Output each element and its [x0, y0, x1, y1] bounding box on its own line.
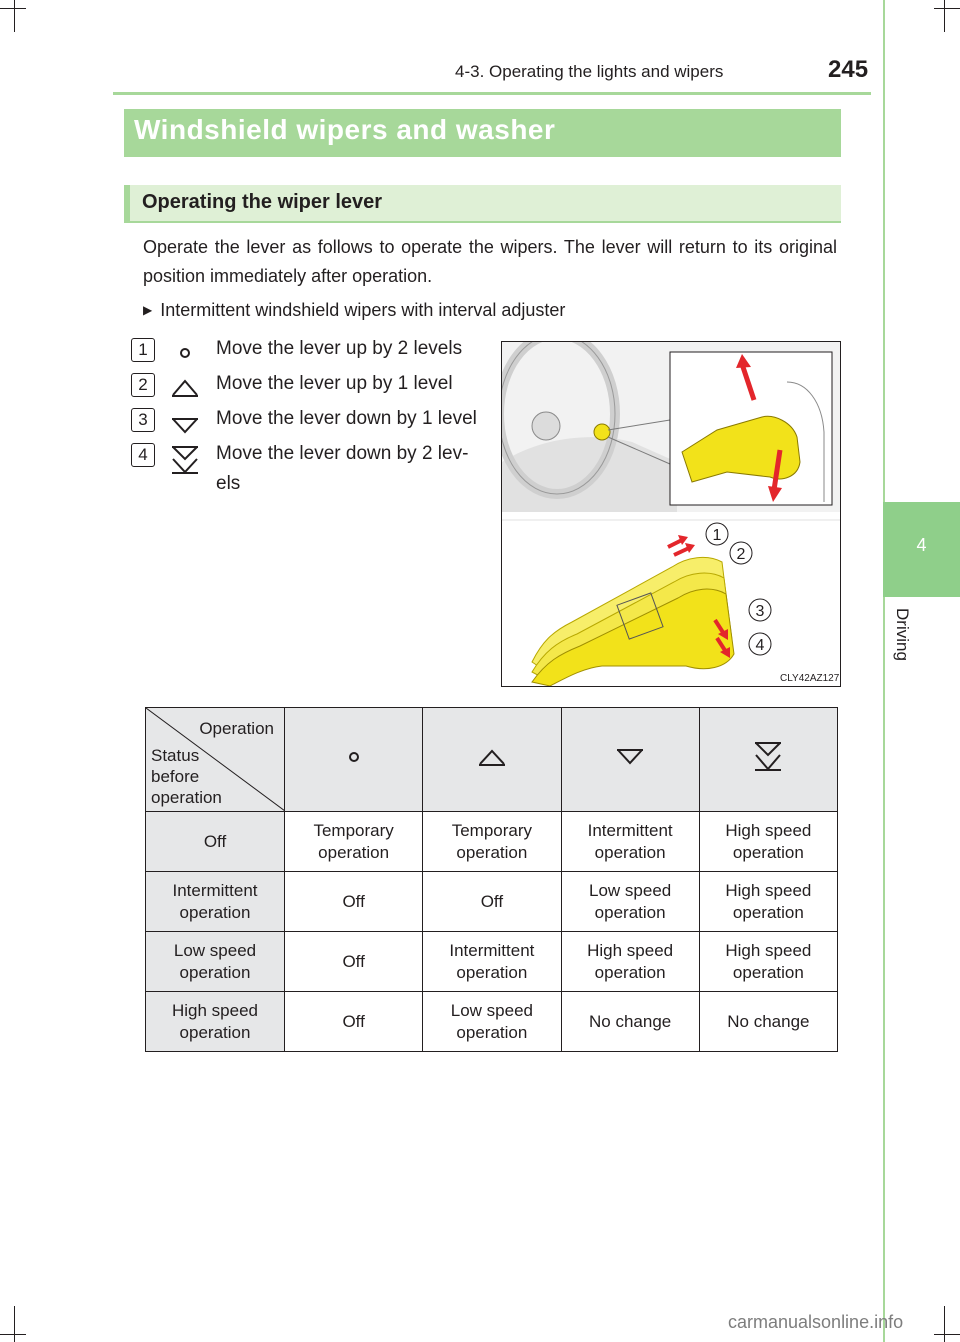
- result-cell: No change: [699, 992, 837, 1052]
- figure-callout-label: 1: [712, 527, 722, 544]
- column-icon-cell: [561, 708, 699, 812]
- status-cell: Intermittent operation: [146, 872, 285, 932]
- column-icon-cell: [699, 708, 837, 812]
- result-cell: Intermittent operation: [561, 812, 699, 872]
- crop-mark: [934, 1334, 960, 1335]
- status-cell: Off: [146, 812, 285, 872]
- result-cell: Off: [423, 872, 561, 932]
- circle-icon: [170, 337, 200, 365]
- figure-callout-label: 4: [755, 637, 765, 654]
- double-triangle-down-icon: [170, 442, 200, 476]
- result-cell: Intermittent operation: [423, 932, 561, 992]
- wiper-lever-figure: [501, 341, 841, 687]
- figure-callout: [749, 599, 771, 621]
- crop-mark: [944, 0, 945, 32]
- item-number: 1: [131, 338, 155, 362]
- status-cell: High speed operation: [146, 992, 285, 1052]
- section-title-bar: [124, 109, 841, 157]
- header-rule: [113, 92, 871, 95]
- section-header: 4-3. Operating the lights and wipers: [455, 62, 724, 81]
- bullet-arrow-icon: ▶: [143, 303, 153, 317]
- crop-mark: [934, 8, 960, 9]
- watermark[interactable]: carmanualsonline.info: [728, 1312, 904, 1332]
- result-cell: Off: [285, 992, 423, 1052]
- item-text: Move the lever up by 1 level: [216, 373, 453, 394]
- crop-mark: [0, 8, 26, 9]
- crop-mark: [944, 1306, 945, 1342]
- item-text: Move the lever down by 1 level: [216, 408, 477, 429]
- result-cell: Off: [285, 932, 423, 992]
- result-cell: High speed operation: [699, 812, 837, 872]
- crop-mark: [14, 1306, 15, 1342]
- lever-positions: [532, 535, 734, 686]
- crop-mark: [14, 0, 15, 32]
- triangle-up-icon: [170, 372, 200, 400]
- header-operation: Operation: [199, 719, 274, 738]
- section-title: Windshield wipers and washer: [134, 114, 556, 145]
- table-row: [146, 932, 838, 992]
- item-number: 2: [131, 373, 155, 397]
- triangle-down-icon: [170, 407, 200, 435]
- result-cell: High speed operation: [699, 872, 837, 932]
- subsection-rule: [124, 221, 841, 223]
- result-cell: Off: [285, 872, 423, 932]
- intro-paragraph: Operate the lever as follows to operate the wipers. The lever will return to its original position immediately after operation.: [143, 237, 837, 286]
- table-row: [146, 992, 838, 1052]
- column-icon-cell: [285, 708, 423, 812]
- subsection-title: Operating the wiper lever: [142, 191, 383, 213]
- status-cell: Low speed operation: [146, 932, 285, 992]
- triangle-up-icon: [477, 742, 507, 772]
- table-row: [146, 872, 838, 932]
- result-cell: Low speed operation: [423, 992, 561, 1052]
- result-cell: Low speed operation: [561, 872, 699, 932]
- side-divider: [883, 0, 885, 1342]
- circle-icon: [339, 742, 369, 772]
- item-number: 4: [131, 443, 155, 467]
- figure-callout: [730, 542, 752, 564]
- chapter-label-wrap: [888, 608, 912, 688]
- item-text: Move the lever up by 2 levels: [216, 338, 463, 359]
- illustration: [502, 342, 841, 687]
- chapter-label: Driving: [893, 608, 912, 661]
- header-status: Status before operation: [151, 746, 222, 807]
- figure-callout-label: 3: [755, 603, 765, 620]
- page-number: 245: [828, 56, 869, 83]
- crop-mark: [0, 1334, 26, 1335]
- table-row: [146, 812, 838, 872]
- figure-callout: [749, 633, 771, 655]
- bullet-item: [143, 300, 565, 321]
- result-cell: Temporary operation: [423, 812, 561, 872]
- figure-callout-label: 2: [736, 546, 746, 563]
- bullet-text: Intermittent windshield wipers with interval adjuster: [160, 300, 566, 320]
- result-cell: High speed operation: [699, 932, 837, 992]
- chapter-number: 4: [916, 535, 927, 555]
- triangle-down-icon: [615, 742, 645, 772]
- figure-code: CLY42AZ127: [780, 673, 840, 684]
- operation-table: [145, 707, 838, 1052]
- result-cell: High speed operation: [561, 932, 699, 992]
- table-corner-cell: [146, 708, 285, 812]
- double-triangle-down-icon: [753, 740, 783, 774]
- table-header-row: [146, 708, 838, 812]
- result-cell: Temporary operation: [285, 812, 423, 872]
- figure-callout: [706, 523, 728, 545]
- item-number: 3: [131, 408, 155, 432]
- result-cell: No change: [561, 992, 699, 1052]
- subsection-bar: [124, 185, 841, 222]
- item-text: Move the lever down by 2 lev-els: [216, 443, 469, 494]
- column-icon-cell: [423, 708, 561, 812]
